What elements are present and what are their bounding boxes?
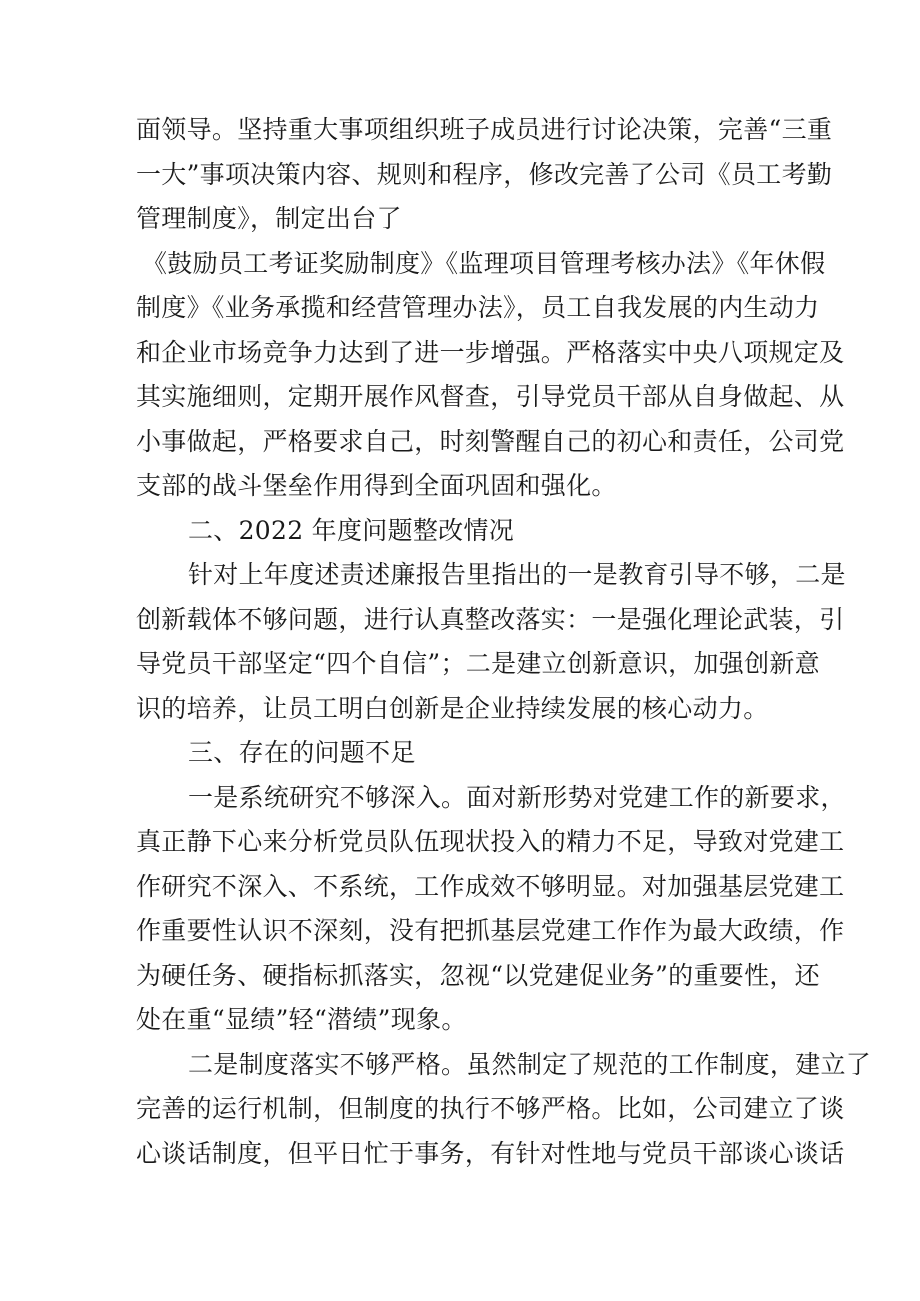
- text-line: 面领导。坚持重大事项组织班子成员进行讨论决策，完善“三重: [136, 115, 833, 144]
- text-line: 导党员干部坚定“四个自信”；二是建立创新意识，加强创新意: [136, 649, 820, 678]
- text-line: 《鼓励员工考证奖励制度》《监理项目管理考核办法》《年休假: [142, 249, 826, 278]
- text-line: 完善的运行机制，但制度的执行不够严格。比如，公司建立了谈: [136, 1094, 845, 1123]
- text-line: 针对上年度述责述廉报告里指出的一是教育引导不够，二是: [188, 560, 846, 589]
- text-line: 处在重“显绩”轻“潜绩”现象。: [136, 1005, 467, 1034]
- section-heading: 二、2022 年度问题整改情况: [188, 516, 515, 545]
- text-line: 二是制度落实不够严格。虽然制定了规范的工作制度，建立了: [188, 1050, 872, 1079]
- text-line: 识的培养，让员工明白创新是企业持续发展的核心动力。: [136, 694, 769, 723]
- text-line: 为硬任务、硬指标抓落实，忽视“以党建促业务”的重要性，还: [136, 961, 820, 990]
- text-line: 支部的战斗堡垒作用得到全面巩固和强化。: [136, 471, 617, 500]
- text-line: 制度》《业务承揽和经营管理办法》，员工自我发展的内生动力: [136, 293, 820, 322]
- text-line: 作研究不深入、不系统，工作成效不够明显。对加强基层党建工: [136, 872, 845, 901]
- section-heading: 三、存在的问题不足: [188, 738, 416, 767]
- text-line: 其实施细则，定期开展作风督查，引导党员干部从自身做起、从: [136, 382, 845, 411]
- text-line: 作重要性认识不深刻，没有把抓基层党建工作作为最大政绩，作: [136, 916, 845, 945]
- text-line: 一是系统研究不够深入。面对新形势对党建工作的新要求，: [188, 783, 846, 812]
- text-line: 和企业市场竞争力达到了进一步增强。严格落实中央八项规定及: [136, 338, 845, 367]
- text-line: 创新载体不够问题，进行认真整改落实：一是强化理论武装，引: [136, 605, 845, 634]
- text-line: 管理制度》，制定出台了: [136, 204, 402, 233]
- text-line: 心谈话制度，但平日忙于事务，有针对性地与党员干部谈心谈话: [136, 1139, 845, 1168]
- text-line: 小事做起，严格要求自己，时刻警醒自己的初心和责任，公司党: [136, 427, 845, 456]
- text-line: 一大”事项决策内容、规则和程序，修改完善了公司《员工考勤: [136, 160, 833, 189]
- text-line: 真正静下心来分析党员队伍现状投入的精力不足，导致对党建工: [136, 827, 845, 856]
